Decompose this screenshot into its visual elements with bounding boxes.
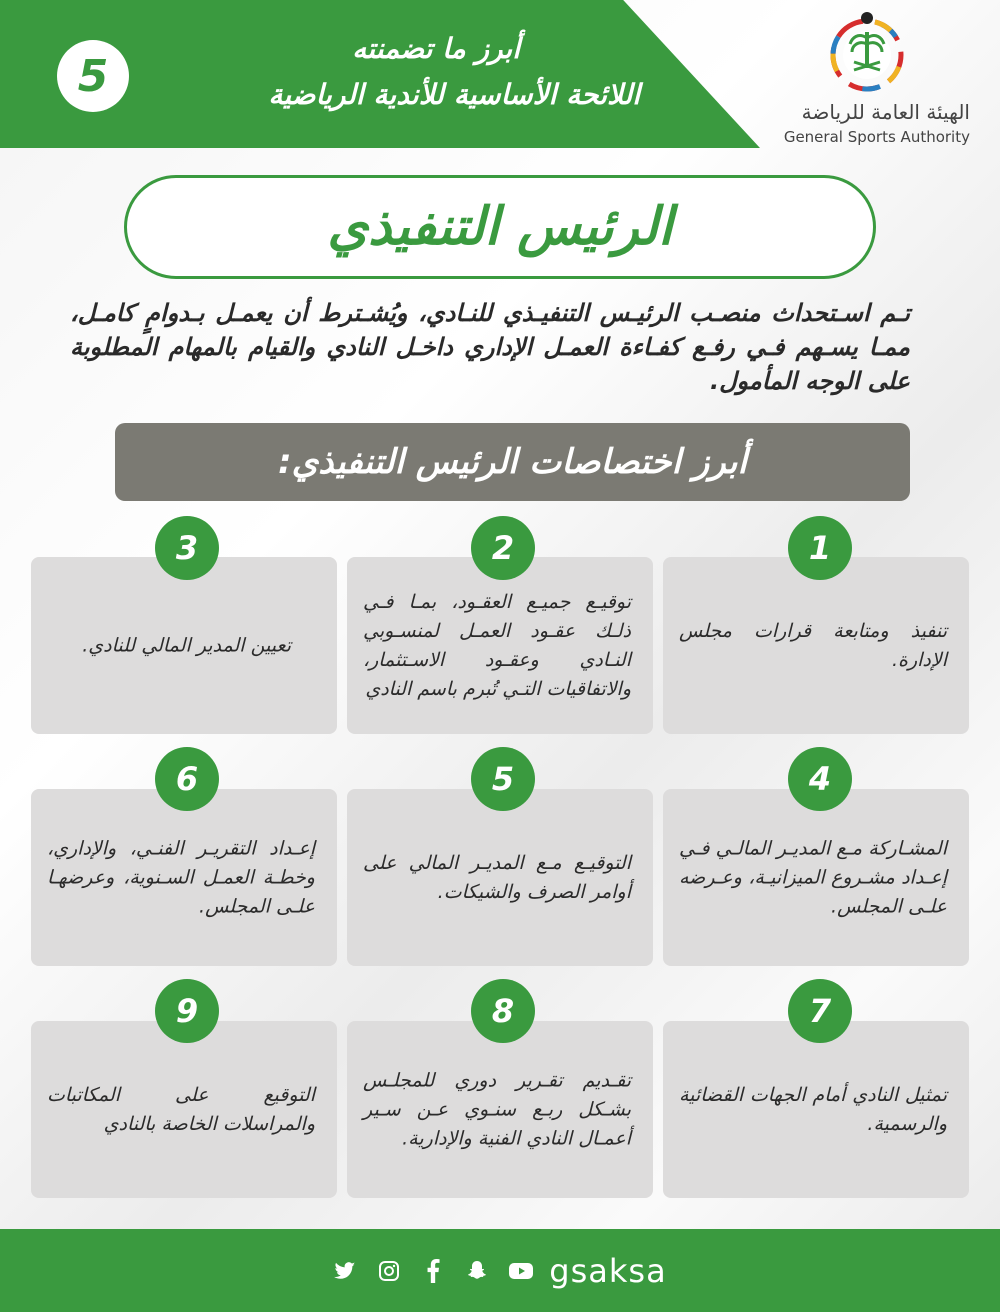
number-badge-2: 2 bbox=[471, 516, 535, 580]
footer-bar bbox=[0, 1229, 1000, 1312]
number-badge-7: 7 bbox=[788, 979, 852, 1043]
section-title-bar bbox=[115, 423, 910, 501]
card-3 bbox=[31, 557, 337, 734]
card-text: تنفيذ ومتابعة قرارات مجلس الإدارة. bbox=[679, 619, 947, 671]
card-text: تمثيل النادي أمام الجهات القضائية والرسمية. bbox=[679, 1083, 947, 1135]
twitter-icon[interactable] bbox=[333, 1259, 357, 1283]
number-badge-5: 5 bbox=[471, 747, 535, 811]
intro-paragraph: تـم اسـتحداث منصـب الرئيـس التنفيـذي للنـادي، ويُشـترط أن يعمـل بـدوامٍ كامـل، ممـا يسـهم فـي رفـع كفـاءة العمـل الإداري داخـل النادي والقيام بالمهام المطلوبة على الوجه المأمول. bbox=[70, 299, 910, 395]
card-text: التوقيـع مـع المديـر المالي على أوامر الصرف والشيكات. bbox=[363, 851, 631, 903]
card-2 bbox=[347, 557, 653, 734]
card-8 bbox=[347, 1021, 653, 1198]
gsa-emblem-icon bbox=[822, 10, 912, 100]
logo-arabic-text: الهيئة العامة للرياضة bbox=[801, 100, 970, 124]
card-text: التوقيع على المكاتبات والمراسلات الخاصة بالنادي bbox=[47, 1083, 315, 1135]
gsa-logo bbox=[770, 10, 970, 150]
card-text: تقـديم تقـرير دوري للمجلـس بشـكل ربـع سنـوي عـن سـير أعمـال النادي الفنية والإدارية. bbox=[363, 1069, 631, 1149]
logo-english-text: General Sports Authority bbox=[783, 128, 970, 146]
number-badge-6: 6 bbox=[155, 747, 219, 811]
card-9 bbox=[31, 1021, 337, 1198]
snapchat-icon[interactable] bbox=[465, 1259, 489, 1283]
card-4 bbox=[663, 789, 969, 966]
header-title bbox=[200, 26, 640, 118]
card-text: تعيين المدير المالي للنادي. bbox=[82, 634, 291, 656]
card-text: توقيـع جميـع العقـود، بمـا فـي ذلـك عقـود العمـل لمنسـوبي النـادي وعقـود الاسـتثمار، والاتفاقيات التـي تُبرم باسم النادي bbox=[363, 590, 631, 700]
card-5 bbox=[347, 789, 653, 966]
page-title-pill bbox=[124, 175, 876, 279]
number-badge-9: 9 bbox=[155, 979, 219, 1043]
card-text: المشـاركة مـع المديـر المالـي فـي إعـداد مشـروع الميزانيـة، وعـرضه علـى المجلس. bbox=[679, 837, 947, 917]
number-badge-4: 4 bbox=[788, 747, 852, 811]
number-badge-1: 1 bbox=[788, 516, 852, 580]
issue-number-badge: 5 bbox=[57, 40, 129, 112]
number-badge-3: 3 bbox=[155, 516, 219, 580]
card-1 bbox=[663, 557, 969, 734]
page-title: الرئيس التنفيذي bbox=[327, 197, 673, 257]
card-text: إعـداد التقريـر الفنـي، والإداري، وخطـة العمـل السـنوية، وعرضهـا علـى المجلس. bbox=[47, 837, 315, 917]
social-icons bbox=[333, 1259, 533, 1283]
instagram-icon[interactable] bbox=[377, 1259, 401, 1283]
social-handle[interactable]: gsaksa bbox=[549, 1251, 667, 1290]
header-title-line2: اللائحة الأساسية للأندية الرياضية bbox=[268, 78, 640, 111]
number-badge-8: 8 bbox=[471, 979, 535, 1043]
card-6 bbox=[31, 789, 337, 966]
facebook-icon[interactable] bbox=[421, 1259, 445, 1283]
youtube-icon[interactable] bbox=[509, 1259, 533, 1283]
card-7 bbox=[663, 1021, 969, 1198]
section-title: أبرز اختصاصات الرئيس التنفيذي: bbox=[278, 442, 747, 482]
header-title-line1: أبرز ما تضمنته bbox=[352, 32, 520, 65]
